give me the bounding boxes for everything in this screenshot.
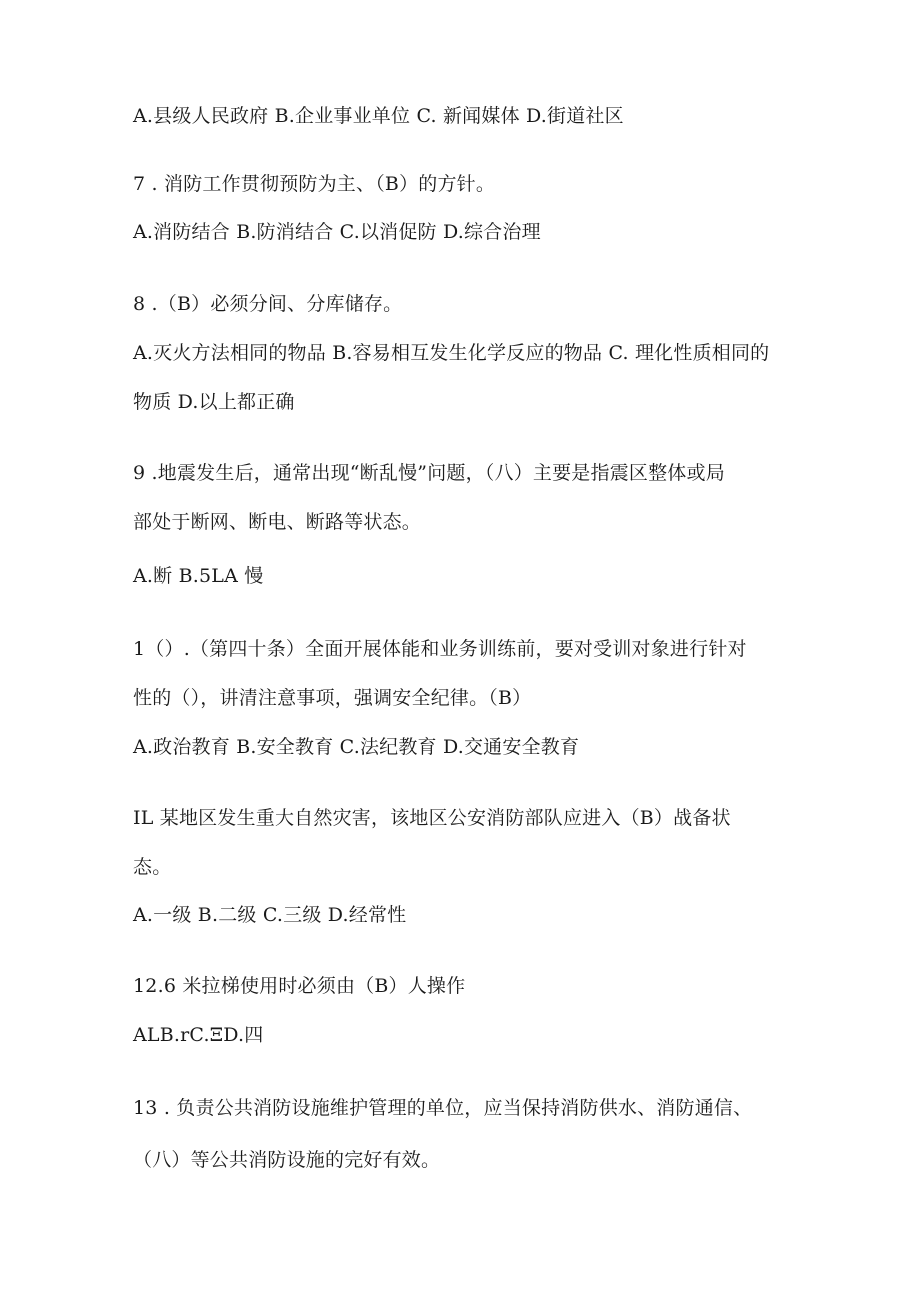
answer-options-9: A.断 B.5LA 慢 [133, 565, 264, 587]
answer-options-8-line2: 物质 D.以上都正确 [133, 391, 295, 413]
answer-options-12: ALB.rC.ΞD.四 [133, 1024, 264, 1046]
question-11-line2: 态。 [133, 856, 172, 878]
answer-options-11: A.一级 B.二级 C.三级 D.经常性 [133, 904, 407, 926]
question-8: 8 .（B）必须分间、分库储存。 [133, 293, 403, 315]
question-12: 12.6 米拉梯使用时必须由（B）人操作 [133, 975, 466, 997]
answer-options-6: A.县级人民政府 B.企业事业单位 C. 新闻媒体 D.街道社区 [133, 105, 624, 127]
answer-options-10: A.政治教育 B.安全教育 C.法纪教育 D.交通安全教育 [133, 736, 580, 758]
question-9-line1: 9 .地震发生后，通常出现“断乱慢”问题，（八）主要是指震区整体或局 [133, 462, 725, 484]
question-10-line1: 1（）.（第四十条）全面开展体能和业务训练前，要对受训对象进行针对 [133, 638, 747, 660]
question-13-line1: 13 . 负责公共消防设施维护管理的单位，应当保持消防供水、消防通信、 [133, 1097, 753, 1119]
question-10-line2: 性的（），讲清注意事项，强调安全纪律。（B） [133, 687, 532, 709]
question-13-line2: （八）等公共消防设施的完好有效。 [133, 1149, 441, 1171]
question-7: 7 . 消防工作贯彻预防为主、（B）的方针。 [133, 173, 496, 195]
question-11-line1: IL 某地区发生重大自然灾害，该地区公安消防部队应进入（B）战备状 [133, 807, 731, 829]
question-9-line2: 部处于断网、断电、断路等状态。 [133, 511, 422, 533]
answer-options-7: A.消防结合 B.防消结合 C.以消促防 D.综合治理 [133, 221, 541, 243]
answer-options-8-line1: A.灭火方法相同的物品 B.容易相互发生化学反应的物品 C. 理化性质相同的 [133, 342, 770, 364]
